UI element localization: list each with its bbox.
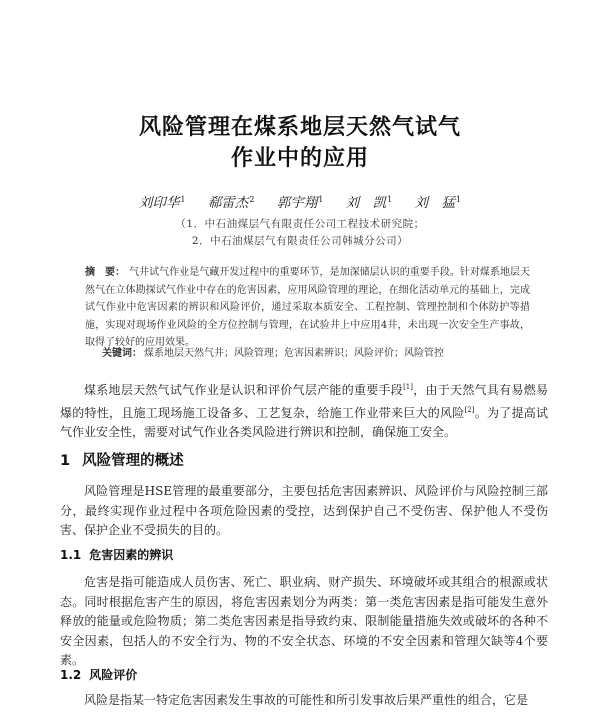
citation-ref: [2] — [464, 405, 475, 414]
keywords-text: 煤系地层天然气井；风险管理；危害因素辨识；风险评价；风险管控 — [144, 348, 444, 359]
abstract-text: 气井试气作业是气藏开发过程中的重要环节，是加深储层认识的重要手段。针对煤系地层天然气在立体勘探试气作业中存在的危害因素，应用风险管理的理论，在细化活动单元的基础上，完成试气作业中危害因素的辨识和风险评价，通过采取本质安全、工程控制、管理控制和个体防护等措施，实现对现场作业风险的全方位控制与管理，在试验井上中应用4井，未出现一次安全生产事故，取得了较好的应用效果。 — [85, 267, 531, 348]
subsection-1-1-paragraph: 危害是指可能造成人员伤害、死亡、职业病、财产损失、环境破坏或其组合的根源或状态。同时根据危害产生的原因，将危害因素划分为两类：第一类危害因素是指可能发生意外释放的能量或危险物质；第二类危害因素是指导致约束、限制能量措施失效或破坏的各种不安全因素，包括人的不安全行为、物的不安全状态、环境的不安全因素和管理欠缺等4个要素。 — [60, 575, 548, 667]
keywords-label: 关键词： — [102, 348, 142, 359]
citation-ref: [1] — [403, 383, 413, 391]
paper-title-line-1: 风险管理在煤系地层天然气试气 — [138, 115, 461, 140]
author: 刘 猛$^1$ — [414, 194, 462, 211]
subsection-heading-1-1: 1.1 危害因素的辨识 — [60, 548, 174, 562]
abstract — [85, 264, 530, 352]
author: 郗雷杰$^2$ — [207, 194, 255, 211]
intro-paragraph: 煤系地层天然气试气作业是认识和评价气层产能的重要手段[1]，由于天然气具有易燃易爆的特性，且施工现场施工设备多、工艺复杂，给施工作业带来巨大的风险[2]。为了提高试气作业安全性，需要对试气作业各类风险进行辨识和控制，确保施工安全。 — [60, 383, 548, 439]
subsection-heading-1-2: 1.2 风险评价 — [60, 668, 138, 682]
subsection-1-2-paragraph: 风险是指某一特定危害因素发生事故的可能性和所引发事故后果严重性的组合，它是 — [84, 693, 529, 707]
section-1-paragraph: 风险管理是HSE管理的最重要部分，主要包括危害因素辨识、风险评价与风险控制三部分，最终实现作业过程中各项危险因素的受控，达到保护自己不受伤害、保护他人不受伤害、保护企业不受损失的目的。 — [60, 484, 548, 537]
affiliation-2: 2．中石油煤层气有限责任公司韩城分公司） — [191, 235, 409, 247]
author: 刘 凯$^1$ — [345, 194, 393, 211]
section-heading-1: 1 风险管理的概述 — [60, 453, 184, 469]
affiliation-1: （1．中石油煤层气有限责任公司工程技术研究院； — [175, 218, 425, 230]
keywords — [102, 344, 532, 359]
author: 郭宇翔$^1$ — [276, 194, 324, 211]
paper-title-line-2: 作业中的应用 — [230, 146, 369, 171]
author: 刘印华$^1$ — [138, 194, 186, 211]
abstract-label: 摘 要： — [85, 267, 126, 278]
author-list — [0, 191, 600, 211]
